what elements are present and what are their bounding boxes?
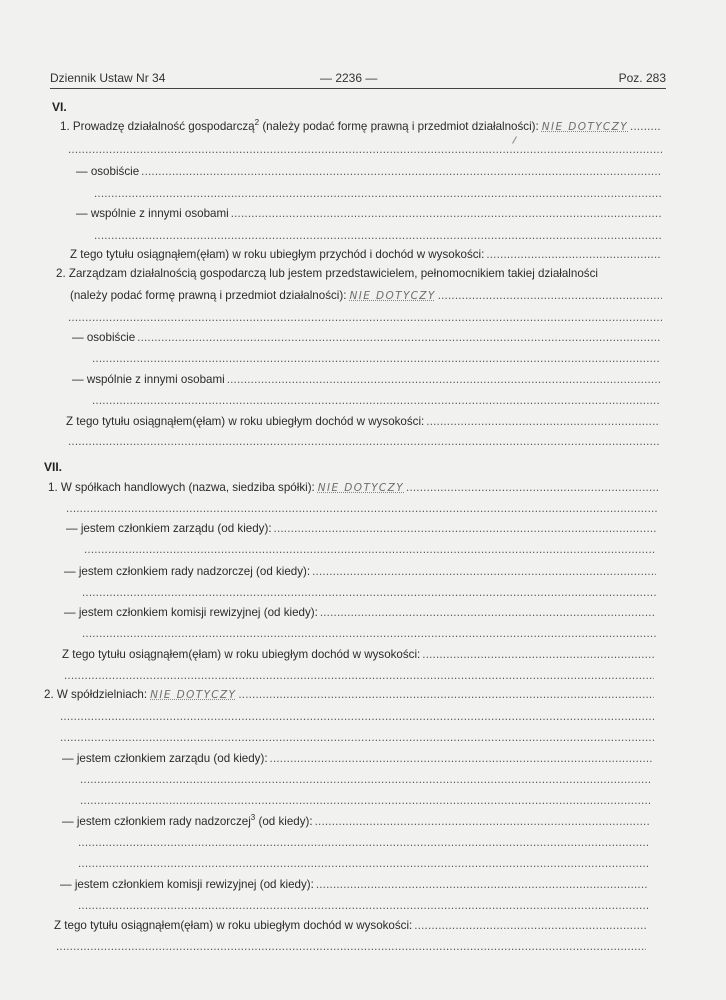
vii-item2-handwritten: NIE DOTYCZY [150,689,237,701]
vii-item1-board-line [66,520,656,538]
dotted-line [92,227,662,245]
dotted-line [66,433,660,451]
dotted-line [58,729,654,747]
vi-item2-personal-line [72,329,660,347]
dotted-line [78,792,652,810]
vii-item2-audit-line [60,876,648,894]
vii-item2-income: Z tego tytułu osiągnąłem(ęłam) w roku ubiegłym dochód w wysokości: [54,919,413,932]
vii-item1-income-line [62,646,654,664]
dotted-line [82,541,656,559]
vii-item1-board: — jestem członkiem zarządu (od kiedy): [66,522,272,535]
dotted-fill [630,118,662,136]
vii-item2-text: 2. W spółdzielniach: [44,688,148,701]
dotted-line [78,771,652,789]
dotted-line [90,350,660,368]
vi-item1-joint: — wspólnie z innymi osobami [76,207,229,220]
vii-item2-income-line [54,917,646,935]
vii-item2-supervisory-line [62,813,650,831]
journal-title: Dziennik Ustaw Nr 34 [50,71,166,85]
vi-item1-income-line [70,246,662,264]
vi-item2-personal: — osobiście [72,331,136,344]
vi-item2-joint-line [72,371,660,389]
dotted-line [76,834,650,852]
vii-item1-audit: — jestem członkiem komisji rewizyjnej (od kiedy): [64,606,318,619]
page-number: — 2236 — [320,71,378,85]
vi-item2-line2 [70,287,662,305]
vii-item1-supervisory-line [64,563,656,581]
dotted-line [90,392,660,410]
vi-item2-income: Z tego tytułu osiągnąłem(ęłam) w roku ubiegłym dochód w wysokości: [66,415,425,428]
vii-item1-handwritten: NIE DOTYCZY [317,482,405,494]
header-rule [50,88,666,89]
vi-item2-line1: 2. Zarządzam działalnością gospodarczą lub jestem przedstawicielem, pełnomocnikiem takiej działalności [56,267,598,280]
dotted-line [80,625,656,643]
vi-item2-handwritten: NIE DOTYCZY [349,290,436,302]
vi-item1-joint-line [76,205,662,223]
vii-item2-line [44,686,654,704]
vi-item1-income: Z tego tytułu osiągnąłem(ęłam) w roku ubiegłym przychód i dochód w wysokości: [70,248,485,261]
vi-item1-handwritten: NIE DOTYCZY [541,121,629,133]
vii-item2-board: — jestem członkiem zarządu (od kiedy): [62,752,268,765]
section-vi-label: VI. [52,100,67,114]
vi-item2-text: (należy podać formę prawną i przedmiot działalności): [70,289,347,302]
vi-item1-personal-line [76,163,662,181]
vi-item2-income-line [66,413,660,431]
vii-item1-income: Z tego tytułu osiągnąłem(ęłam) w roku ubiegłym dochód w wysokości: [62,648,421,661]
dotted-line [54,938,646,956]
vii-item1-audit-line [64,604,656,622]
vi-item1-line [60,118,662,136]
vii-item1-line [48,479,658,497]
position-number: Poz. 283 [618,71,666,85]
dotted-line [62,667,654,685]
dotted-line [66,141,662,159]
vi-item2-joint: — wspólnie z innymi osobami [72,373,225,386]
dotted-line [76,897,648,915]
dotted-line [58,708,654,726]
dotted-line [92,185,662,203]
vii-item2-supervisory: — jestem członkiem rady nadzorczej$^3$ (od kiedy): [62,813,313,828]
vii-item2-board-line [62,750,652,768]
vii-item1-text: 1. W spółkach handlowych (nazwa, siedziba spółki): [48,481,315,494]
dotted-line [64,500,658,518]
dotted-line [80,584,656,602]
vii-item2-audit: — jestem członkiem komisji rewizyjnej (od kiedy): [60,878,314,891]
section-vii-label: VII. [44,460,63,474]
dotted-line [76,855,650,873]
vii-item1-supervisory: — jestem członkiem rady nadzorczej (od kiedy): [64,565,311,578]
dotted-line [66,309,662,327]
vi-item1-text: 1. Prowadzę działalność gospodarczą$^2$ (należy podać formę prawną i przedmiot działalności): [60,118,539,133]
vi-item1-personal: — osobiście [76,165,140,178]
